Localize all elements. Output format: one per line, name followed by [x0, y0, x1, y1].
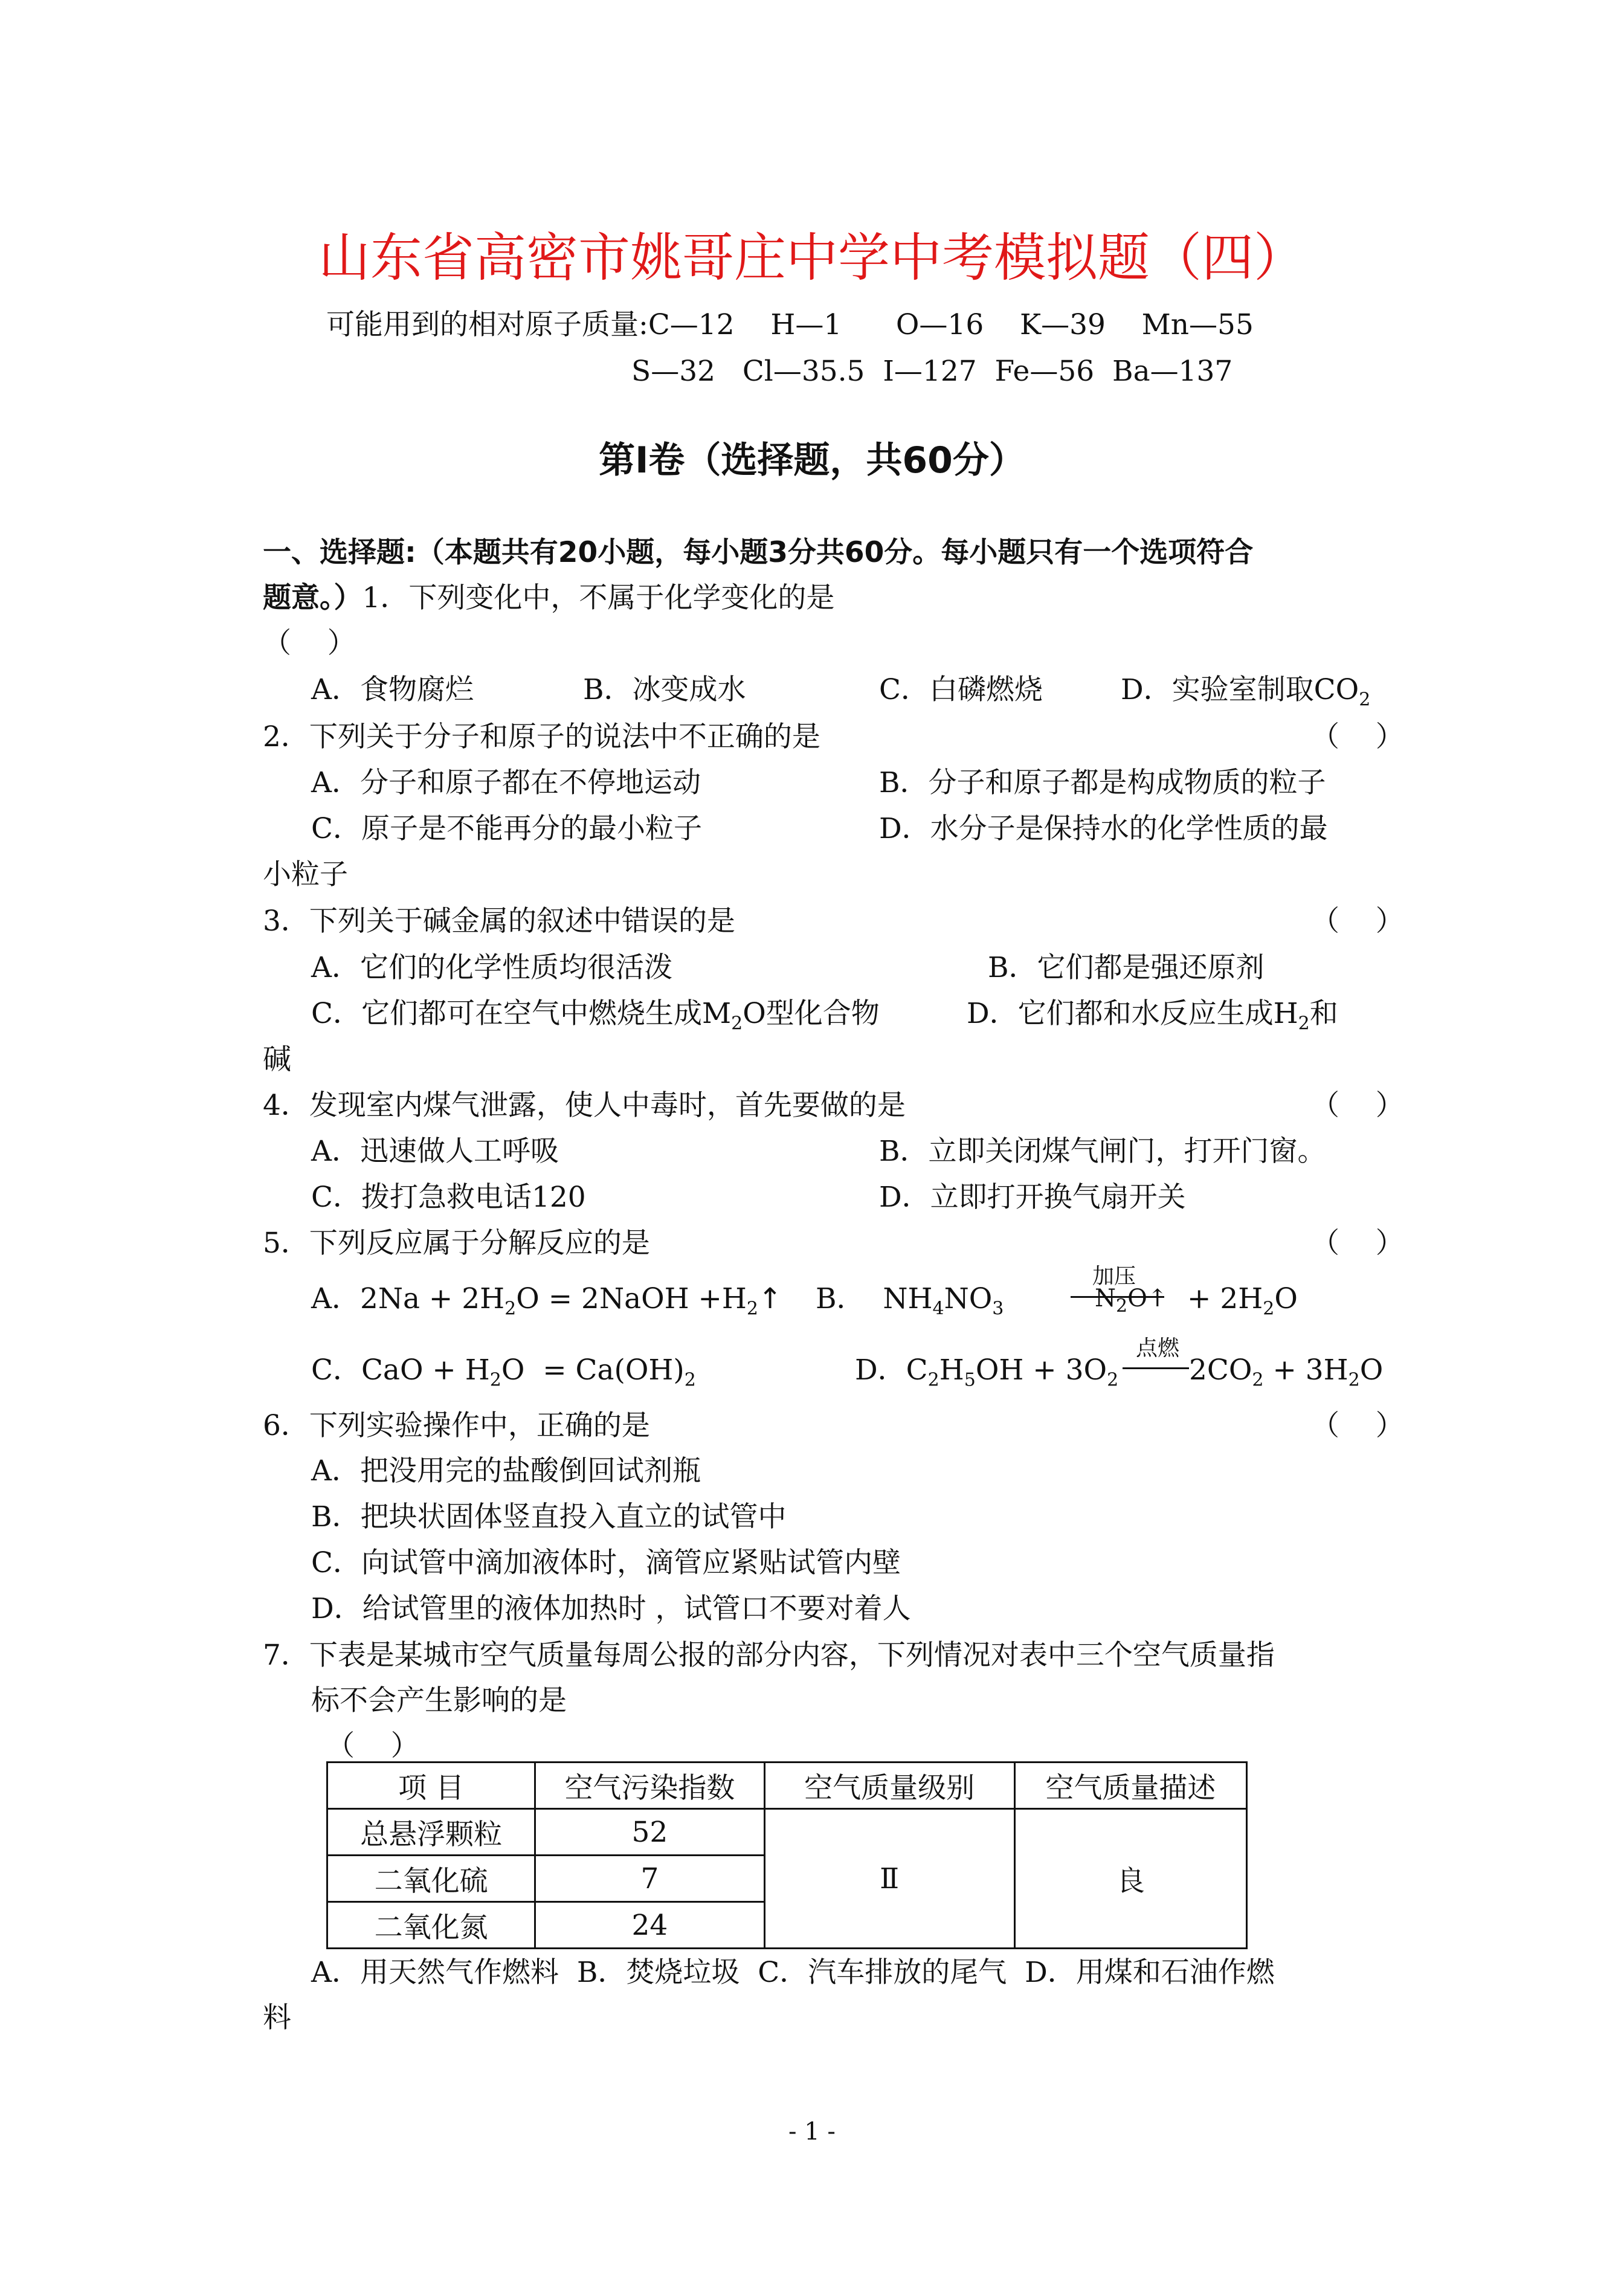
- gas-arrow-icon: ↑: [758, 1282, 782, 1315]
- table-header-cell: 空气质量描述: [1014, 1763, 1246, 1809]
- question-5-option-d: [855, 1352, 1118, 1389]
- question-6-option-d: D．给试管里的液体加热时 ，试管口不要对着人: [311, 1592, 911, 1625]
- subscript: 2: [489, 1369, 501, 1391]
- question-5-b-condition: 加压: [1092, 1264, 1136, 1289]
- table-cell-level: Ⅱ: [764, 1809, 1014, 1949]
- question-7-bracket: （ ）: [326, 1729, 419, 1763]
- table-header-row: [327, 1763, 1247, 1809]
- subscript: 5: [964, 1369, 976, 1391]
- question-3-option-c-text-end: O型化合物: [743, 997, 880, 1030]
- table-cell-item: 二氧化氮: [327, 1902, 535, 1949]
- question-4-option-a: A．迅速做人工呼吸: [311, 1135, 559, 1168]
- question-3-option-c-text: C．它们都可在空气中燃烧生成M: [311, 997, 732, 1030]
- question-5-option-c: [311, 1352, 696, 1389]
- question-4-bracket: （ ）: [1311, 1089, 1404, 1122]
- question-2-option-b: B．分子和原子都是构成物质的粒子: [879, 766, 1326, 799]
- question-3-option-d: [967, 996, 1338, 1032]
- equation-text: C．CaO + H: [311, 1353, 490, 1387]
- subscript: 2: [731, 1013, 743, 1034]
- question-6-option-b: B．把块状固体竖直投入直立的试管中: [311, 1500, 787, 1534]
- atomic-masses-line1: 可能用到的相对原子质量:C—12 H—1 O—16 K—39 Mn—55: [326, 308, 1254, 341]
- question-5-d-products: [1189, 1352, 1383, 1389]
- question-5-d-condition: 点燃: [1136, 1336, 1180, 1361]
- question-1-stem: 1．下列变化中，不属于化学变化的是: [362, 581, 835, 614]
- question-5-option-a: [311, 1281, 782, 1320]
- table-cell-item: 总悬浮颗粒: [327, 1809, 535, 1856]
- subscript: 2: [1263, 1298, 1275, 1320]
- question-6-option-a: A．把没用完的盐酸倒回试剂瓶: [311, 1454, 701, 1488]
- subscript: 2: [927, 1369, 939, 1391]
- equation-text: N: [1095, 1285, 1116, 1312]
- table-cell-description: 良: [1014, 1809, 1246, 1949]
- equation-text: O = Ca(OH): [501, 1353, 685, 1387]
- section-title: 第Ⅰ卷（选择题，共60分）: [599, 439, 1025, 482]
- subscript: 2: [1116, 1295, 1128, 1317]
- question-5-b-tail: [1187, 1281, 1298, 1320]
- equation-text: O: [1274, 1282, 1298, 1315]
- subscript: 3: [992, 1298, 1004, 1320]
- question-3-option-b: B．它们都是强还原剂: [988, 951, 1265, 984]
- subscript: 2: [1359, 689, 1371, 711]
- question-1-option-d-text: D．实验室制取CO: [1121, 673, 1359, 706]
- question-3-option-c: [311, 996, 880, 1032]
- question-2-bracket: （ ）: [1311, 720, 1404, 753]
- equation-text: O: [1359, 1353, 1384, 1387]
- equation-text: A．2Na + 2H: [311, 1282, 505, 1315]
- question-4-option-c: C．拨打急救电话120: [311, 1181, 586, 1214]
- equation-text: D．C: [855, 1353, 928, 1387]
- equation-text: 2CO: [1189, 1353, 1252, 1387]
- question-7-options-continued: 料: [263, 2001, 291, 2034]
- instructions-line1: 一、选择题:（本题共有20小题，每小题3分共60分。每小题只有一个选项符合: [263, 536, 1254, 569]
- question-5-b-product: [1095, 1285, 1168, 1317]
- question-2-option-d: D．水分子是保持水的化学性质的最: [879, 812, 1328, 845]
- question-7-options: A．用天然气作燃料 B．焚烧垃圾 C．汽车排放的尾气 D．用煤和石油作燃: [311, 1956, 1275, 1989]
- equation-text: O = 2NaOH +H: [516, 1282, 747, 1315]
- equation-text: NO: [944, 1282, 993, 1315]
- question-3-stem: 3．下列关于碱金属的叙述中错误的是: [263, 905, 735, 938]
- table-header-cell: 空气污染指数: [535, 1763, 764, 1809]
- question-2-option-d-continued: 小粒子: [263, 858, 348, 891]
- table-header-cell: 项 目: [327, 1763, 535, 1809]
- page-number: - 1 -: [788, 2118, 836, 2146]
- question-7-stem-line1: 7．下表是某城市空气质量每周公报的部分内容，下列情况对表中三个空气质量指: [263, 1639, 1275, 1672]
- equation-text: + 2H: [1187, 1282, 1263, 1315]
- question-1-option-c: C．白磷燃烧: [879, 673, 1043, 706]
- equation-text: B． NH: [816, 1282, 933, 1315]
- question-3-option-d-continued: 碱: [263, 1043, 291, 1076]
- subscript: 2: [504, 1298, 517, 1320]
- equation-text: OH + 3O: [975, 1353, 1107, 1387]
- question-3-option-d-text-end: 和: [1309, 997, 1338, 1030]
- question-6-stem: 6．下列实验操作中，正确的是: [263, 1409, 650, 1442]
- table-cell-index: 52: [535, 1809, 764, 1856]
- reaction-bar: [1123, 1367, 1189, 1369]
- question-5-stem: 5．下列反应属于分解反应的是: [263, 1227, 650, 1260]
- subscript: 2: [1348, 1369, 1360, 1391]
- table-row: [327, 1809, 1247, 1856]
- subscript: 4: [932, 1298, 944, 1320]
- question-3-bracket: （ ）: [1311, 905, 1404, 938]
- air-quality-table: [326, 1761, 1248, 1949]
- subscript: 2: [1298, 1013, 1310, 1034]
- question-2-stem: 2．下列关于分子和原子的说法中不正确的是: [263, 720, 820, 753]
- question-5-option-b: [816, 1281, 1004, 1320]
- page-title: 山东省高密市姚哥庄中学中考模拟题（四）: [318, 228, 1306, 288]
- question-5-bracket: （ ）: [1311, 1227, 1404, 1260]
- question-4-stem: 4．发现室内煤气泄露，使人中毒时，首先要做的是: [263, 1089, 906, 1122]
- question-3-option-a: A．它们的化学性质均很活泼: [311, 951, 672, 984]
- equation-text: H: [939, 1353, 964, 1387]
- question-2-option-a: A．分子和原子都在不停地运动: [311, 766, 701, 799]
- subscript: 2: [1252, 1369, 1264, 1391]
- subscript: 2: [684, 1369, 696, 1391]
- instructions-line2: [263, 580, 834, 616]
- table-cell-item: 二氧化硫: [327, 1856, 535, 1902]
- question-1-option-a: A．食物腐烂: [311, 673, 474, 706]
- table-cell-index: 24: [535, 1902, 764, 1949]
- equation-text: + 3H: [1263, 1353, 1348, 1387]
- question-3-option-d-text: D．它们都和水反应生成H: [967, 997, 1298, 1030]
- question-2-option-c: C．原子是不能再分的最小粒子: [311, 812, 702, 845]
- question-1-bracket: （ ）: [263, 627, 356, 660]
- subscript: 2: [746, 1298, 759, 1320]
- question-4-option-d: D．立即打开换气扇开关: [879, 1181, 1186, 1214]
- instructions-line2-bold: 题意。）: [263, 581, 362, 614]
- table-header-cell: 空气质量级别: [764, 1763, 1014, 1809]
- table-cell-index: 7: [535, 1856, 764, 1902]
- question-1-option-d: [1121, 672, 1371, 711]
- question-4-option-b: B．立即关闭煤气闸门，打开门窗。: [879, 1135, 1326, 1168]
- subscript: 2: [1107, 1369, 1119, 1391]
- atomic-masses-line2: S—32 Cl—35.5 I—127 Fe—56 Ba—137: [631, 355, 1233, 388]
- equation-text: O↑: [1127, 1285, 1168, 1312]
- question-6-option-c: C．向试管中滴加液体时，滴管应紧贴试管内壁: [311, 1546, 901, 1579]
- question-1-option-b: B．冰变成水: [583, 673, 746, 706]
- question-7-stem-line2: 标不会产生影响的是: [311, 1684, 567, 1717]
- question-6-bracket: （ ）: [1311, 1409, 1404, 1442]
